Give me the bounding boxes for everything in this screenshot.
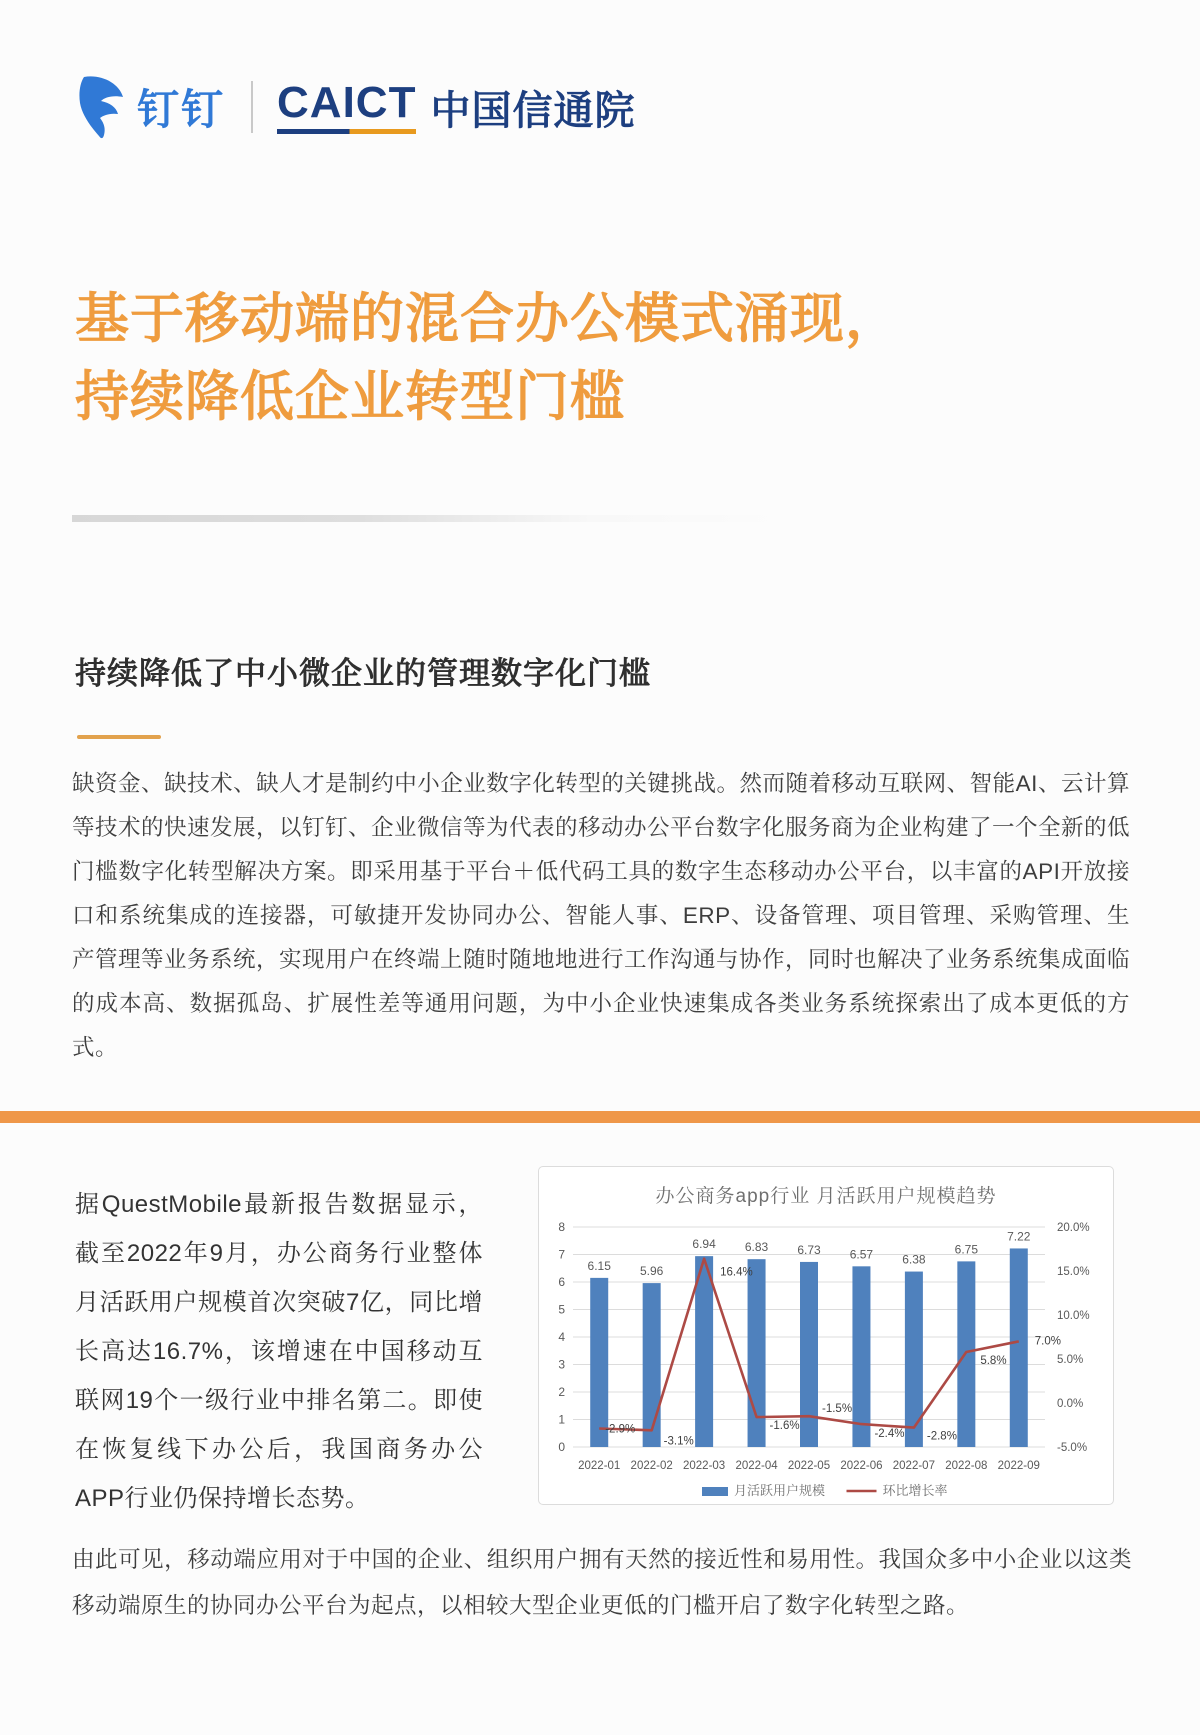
svg-text:2: 2 [558,1385,565,1399]
caict-acronym-text: CAICT [277,77,417,127]
svg-text:2022-08: 2022-08 [945,1460,988,1472]
svg-text:6.38: 6.38 [902,1252,926,1267]
svg-text:7: 7 [558,1247,565,1262]
svg-text:8: 8 [558,1220,565,1234]
svg-text:0: 0 [558,1440,565,1454]
svg-text:10.0%: 10.0% [1057,1310,1090,1322]
chart-title: 办公商务app行业 月活跃用户规模趋势 [655,1186,997,1207]
svg-text:6.94: 6.94 [692,1237,716,1252]
logo-divider [251,81,253,133]
svg-text:-5.0%: -5.0% [1057,1442,1088,1454]
svg-text:2022-07: 2022-07 [892,1460,935,1472]
svg-text:3: 3 [558,1357,565,1372]
orange-divider-band [0,1111,1200,1123]
svg-text:-2.9%: -2.9% [605,1423,636,1436]
mau-trend-chart-card [538,1166,1114,1505]
svg-text:-3.1%: -3.1% [663,1435,694,1448]
dingtalk-wing-icon [75,75,127,139]
header-logos [75,72,635,142]
dingtalk-logo-text: 钉钉 [137,86,226,133]
conclusion-paragraph: 由此可见，移动端应用对于中国的企业、组织用户拥有天然的接近性和易用性。我国众多中小企业以这类移动端原生的协同办公平台为起点，以相较大型企业更低的门槛开启了数字化转型之路。 [72,1547,1132,1618]
section-heading-underline [77,735,161,739]
svg-text:-1.5%: -1.5% [822,1403,853,1416]
svg-text:5: 5 [558,1302,565,1317]
svg-text:6.75: 6.75 [954,1242,979,1257]
svg-text:6: 6 [558,1275,565,1289]
caict-acronym-block [277,77,417,134]
svg-text:15.0%: 15.0% [1057,1266,1090,1278]
caict-logo [277,79,635,136]
section-body-paragraph: 缺资金、缺技术、缺人才是制约中小企业数字化转型的关键挑战。然而随着移动互联网、智能AI、云计算等技术的快速发展，以钉钉、企业微信等为代表的移动办公平台数字化服务商为企业构建了一个全新的低门槛数字化转型解决方案。即采用基于平台＋低代码工具的数字生态移动办公平台，以丰富的API开放接口和系统集成的连接器，可敏捷开发协同办公、智能人事、ERP、设备管理、项目管理、采购管理、生产管理等业务系统，实现用户在终端上随时随地地进行工作沟通与协作，同时也解决了业务系统集成面临的成本高、数据孤岛、扩展性差等通用问题，为中小企业快速集成各类业务系统探索出了成本更低的方式。 [72,771,1131,1060]
svg-text:2022-04: 2022-04 [735,1460,778,1472]
svg-text:5.96: 5.96 [639,1264,664,1279]
svg-text:-2.4%: -2.4% [874,1428,905,1441]
svg-text:0.0%: 0.0% [1057,1398,1084,1410]
page-title-line1: 基于移动端的混合办公模式涌现， [75,289,900,349]
svg-text:4: 4 [558,1330,565,1344]
svg-text:7.22: 7.22 [1007,1229,1031,1244]
svg-text:-2.8%: -2.8% [926,1430,957,1443]
section-heading: 持续降低了中小微企业的管理数字化门槛 [75,656,651,691]
title-divider-rule [72,515,792,522]
svg-text:2022-01: 2022-01 [578,1460,621,1472]
mau-trend-chart [539,1209,1113,1504]
svg-text:2022-06: 2022-06 [840,1460,883,1472]
svg-text:2022-03: 2022-03 [683,1460,726,1472]
svg-text:月活跃用户规模: 月活跃用户规模 [734,1483,826,1498]
svg-text:5.8%: 5.8% [980,1354,1007,1367]
page-title [75,280,1075,436]
caict-underline [277,129,416,134]
svg-text:7.0%: 7.0% [1034,1335,1061,1348]
svg-text:16.4%: 16.4% [720,1266,753,1279]
svg-text:20.0%: 20.0% [1057,1222,1090,1234]
svg-text:环比增长率: 环比增长率 [882,1483,948,1498]
svg-text:6.83: 6.83 [744,1240,769,1255]
svg-text:6.73: 6.73 [797,1242,821,1257]
svg-text:-1.6%: -1.6% [769,1420,800,1433]
highlight-left-paragraph: 据QuestMobile最新报告数据显示，截至2022年9月，办公商务行业整体月活跃用户规模首次突破7亿，同比增长高达16.7%，该增速在中国移动互联网19个一级行业中排名第二。即使在恢复线下办公后，我国商务办公APP行业仍保持增长态势。 [75,1191,483,1512]
svg-text:2022-02: 2022-02 [630,1460,673,1472]
page-title-line2: 持续降低企业转型门槛 [75,367,625,427]
svg-text:5.0%: 5.0% [1057,1354,1084,1366]
svg-text:2022-05: 2022-05 [787,1460,831,1472]
svg-text:1: 1 [558,1412,565,1427]
svg-text:2022-09: 2022-09 [997,1460,1040,1472]
caict-name-text: 中国信通院 [430,88,636,133]
svg-text:6.57: 6.57 [849,1247,874,1262]
svg-text:6.15: 6.15 [587,1258,611,1273]
